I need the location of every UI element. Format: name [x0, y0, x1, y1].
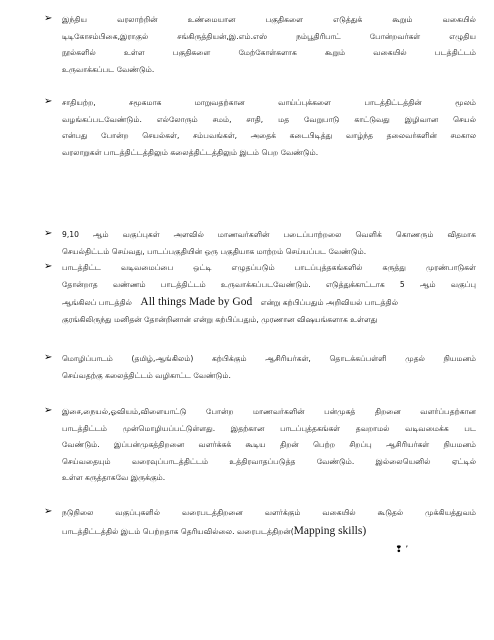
- text-line: பாடத்திட்டம் முன்மொழியப்பட்டுள்ளது. இதற்கான பாடப்புத்தகங்கள் தவறாமல் வடிவமைக்க பட: [62, 423, 476, 433]
- text-line: இசை,நையல்,ஓவியம்,விளையாட்டு போன்ற மாணவர்களின் பன்முகத் திறனை வளர்ப்பதற்கான: [62, 407, 476, 416]
- bullet-item-5: [44, 351, 476, 384]
- text-segment: பாடத்திட்டத்தில் இடம் பெற்றதாக தெரியவில்லை. வரைபடத்திறன்(: [62, 526, 294, 536]
- text-line: நடுநிலை வகுப்புகளில் வரைபடத்திறனை வளர்க்கும் வகையில் கூடுதல் முக்கியத்துவம்: [62, 508, 476, 517]
- arrow-bullet-icon: ➢: [44, 405, 53, 416]
- text-line: சாதியற்ற, சமூகமாக மாறுவதற்கான வாய்ப்புக்களை பாடத்திட்டத்தின் மூலம்: [62, 98, 476, 107]
- text-line: உள்ள கருத்தாகவே இருக்கும்.: [62, 473, 166, 482]
- text-line: பாடத்திட்ட வடிவமைப்பை ஒட்டி எழுதப்படும் பாடப்புத்தகங்களில் கருத்து முரண்பாடுகள்: [62, 263, 476, 272]
- text-segment: ஆங்கிலப் பாடத்தில்: [62, 298, 132, 307]
- text-line: குரங்கிலிருந்து மனிதன் தோன்றினான் என்று கற்பிப்பதும், முரணான விஷயங்களாக உள்ளது: [62, 315, 378, 324]
- text-line: வேண்டும். இப்பன்முகத்திறனை வளர்க்கக் கூடிய திறன் பெற்ற சிறப்பு ஆசிரியர்கள் நியமனம்: [62, 440, 476, 449]
- text-line: செயல்திட்டம் செய்வது, பாடப்பகுதியின் ஒரு பகுதியாக மாற்றம் செய்யப்பட வேண்டும்.: [62, 246, 367, 256]
- text-line: செய்வதையும் வரைவுப்பாடத்திட்டம் உத்திரவாதப்படுத்த வேண்டும். இல்லையெனில் ஏட்டில்: [62, 456, 476, 466]
- text-line: இந்திய வரலாற்றின் உண்மையான பகுதிகளை எடுத்துக் கூறும் வகையில்: [62, 15, 476, 24]
- english-phrase: Mapping skills): [293, 524, 367, 537]
- arrow-bullet-icon: ➢: [44, 261, 53, 272]
- text-line-mixed: [62, 522, 476, 541]
- text-line: வழங்கப்படவேண்டும். எல்லோரும் சமம், சாதி, மத வேறுபாடு காட்டுவது இழிவான செயல்: [62, 114, 476, 124]
- text-line-mixed: [62, 293, 476, 312]
- bullet-item-3: [44, 227, 476, 260]
- bullet-item-6: [44, 404, 476, 487]
- text-line: செய்வதற்கு கலைத்திட்டம் வழிகாட்ட வேண்டும்.: [62, 370, 231, 380]
- text-line: 9,10 ஆம் வகுப்புகள் அளவில் மாணவர்களின் படைப்பாற்றலை வெளிக் கொணரும் விதமாக: [62, 230, 476, 239]
- text-line: மொழிப்பாடம் (தமிழ்,ஆங்கிலம்) கற்பிக்கும் ஆசிரியர்கள், தொடக்கப்பள்ளி முதல் நியமனம்: [62, 354, 476, 363]
- arrow-bullet-icon: ➢: [44, 352, 53, 363]
- text-line: என்பது போன்ற செயல்கள், சம்பவங்கள், அதைக் கடைபிடித்து வாழ்ந்த தலைவர்களின் சமகால: [62, 131, 476, 140]
- text-segment: என்று கற்பிப்பதும் அறிவியல் பாடத்தில்: [260, 298, 399, 307]
- bullet-item-1: [44, 12, 476, 78]
- english-phrase: All things Made by God: [140, 296, 253, 308]
- arrow-bullet-icon: ➢: [44, 96, 53, 107]
- text-line: உருவாக்கப்பட வேண்டும்.: [62, 64, 155, 74]
- stray-mark: ❢ ʼ: [395, 545, 409, 555]
- bullet-item-7: [44, 505, 476, 541]
- bullet-item-2: [44, 95, 476, 161]
- arrow-bullet-icon: ➢: [44, 506, 53, 517]
- arrow-bullet-icon: ➢: [44, 228, 53, 239]
- bullet-item-4: [44, 260, 476, 329]
- text-line: டிடிகோசம்பிகை,இராகுல் சங்கிருத்தியன்,இ.எம்.எஸ் நம்பூதிரிபாட் போன்றவர்கள் எழுதிய: [62, 31, 476, 41]
- text-line: நூல்களில் உள்ள பகுதிகளை மேற்கோள்களாக கூறும் வகையில் படத்திட்டம்: [62, 48, 476, 57]
- text-line: வரலாறுகள் பாடத்திட்டத்திலும் கலைத்திட்டத்திலும் இடம் பெற வேண்டும்.: [62, 147, 319, 157]
- text-line: தோன்றாத வண்ணம் பாடத்திட்டம் உருவாக்கப்படவேண்டும். எடுத்துக்காட்டாக 5 ஆம் வகுப்பு: [62, 279, 476, 289]
- arrow-bullet-icon: ➢: [44, 13, 53, 24]
